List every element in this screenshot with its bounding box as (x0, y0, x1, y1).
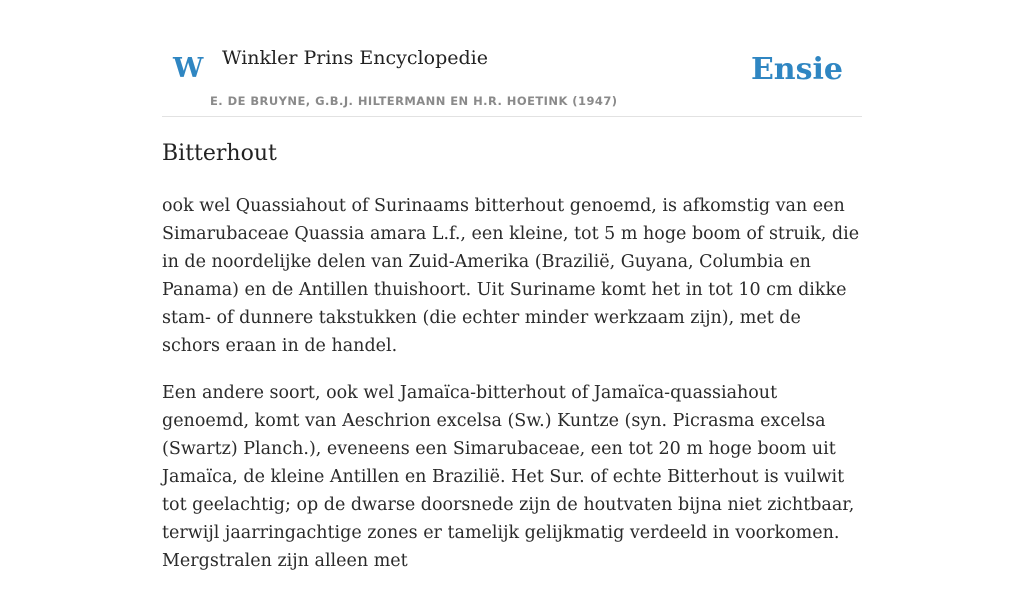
book-authors: E. DE BRUYNE, G.B.J. HILTERMANN EN H.R. HOETINK (1947) (210, 94, 618, 108)
entry-title: Bitterhout (162, 141, 277, 166)
entry-body (162, 192, 862, 594)
book-header (162, 40, 862, 117)
entry-paragraph: ook wel Quassiahout of Surinaams bitterhout genoemd, is afkomstig van een Simarubaceae Quassia amara L.f., een kleine, tot 5 m hoge boom of struik, die in de noordelijke delen van Zuid-Amerika (Brazilië, Guyana, Columbia en Panama) en de Antillen thuishoort. Uit Suriname komt het in tot 10 cm dikke stam- of dunnere takstukken (die echter minder werkzaam zijn), met de schors eraan in de handel. (162, 196, 860, 356)
ensie-brand-logo[interactable]: Ensie (750, 52, 843, 87)
entry-paragraph: Een andere soort, ook wel Jamaïca-bitterhout of Jamaïca-quassiahout genoemd, komt van Aeschrion excelsa (Sw.) Kuntze (syn. Picrasma excelsa (Swartz) Planch.), eveneens een Simarubaceae, een tot 20 m hoge boom uit Jamaïca, de kleine Antillen en Brazilië. Het Sur. of echte Bitterhout is vuilwit tot geelachtig; op de dwarse doorsnede zijn de houtvaten bijna niet zichtbaar, terwijl jaarringachtige zones er tamelijk gelijkmatig verdeeld in voorkomen. Mergstralen zijn alleen met (162, 383, 855, 571)
book-logo-w[interactable]: W (173, 53, 204, 84)
book-title[interactable]: Winkler Prins Encyclopedie (222, 47, 488, 69)
